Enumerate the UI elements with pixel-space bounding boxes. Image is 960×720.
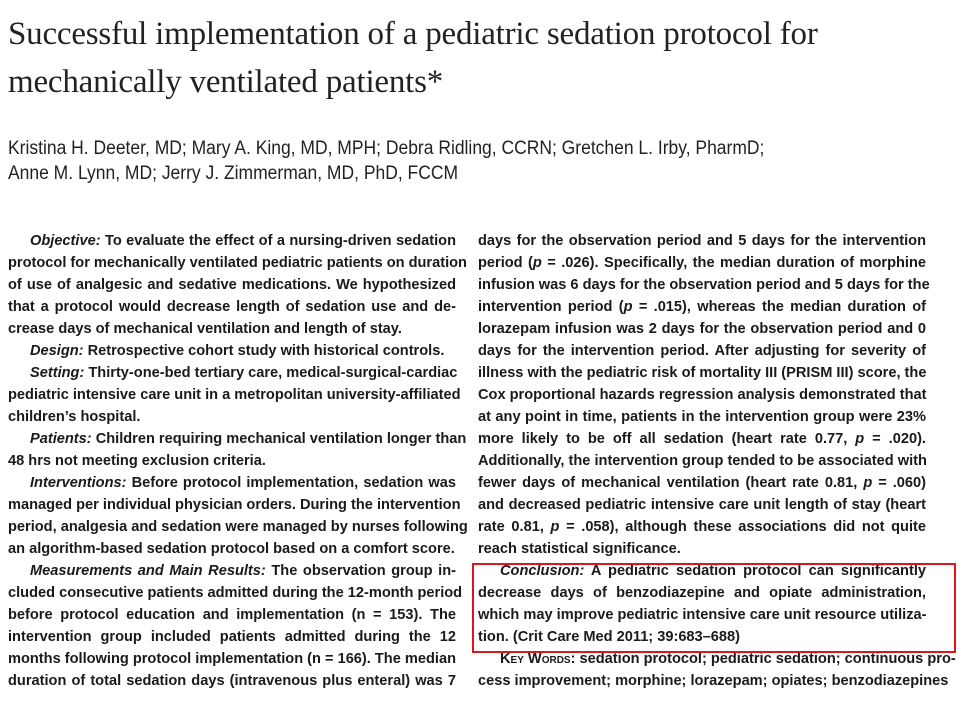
abstract-right-line: decrease days of benzodiazepine and opiate administration,: [478, 585, 926, 601]
title-line-1: Successful implementation of a pediatric sedation protocol for: [8, 16, 818, 52]
abstract-left-line: Design: Retrospective cohort study with historical controls.: [30, 343, 445, 359]
abstract-left-line: period, analgesia and sedation were managed by nurses following: [8, 519, 468, 535]
abstract-left-line: managed per individual physician orders. During the intervention: [8, 497, 461, 513]
abstract-left-line: cluded consecutive patients admitted during the 12-month period: [8, 585, 463, 601]
abstract-right-line: which may improve pediatric intensive care unit resource utiliza-: [478, 607, 927, 623]
title-line-2: mechanically ventilated patients*: [8, 64, 444, 100]
abstract-right-line: illness with the pediatric risk of mortality III (PRISM III) score, the: [478, 365, 927, 381]
abstract-right-line: rate 0.81, p = .058), although these associations did not quite: [478, 519, 927, 535]
paper-title: [8, 10, 948, 106]
abstract-right-line: Additionally, the intervention group tended to be associated with: [478, 453, 927, 469]
abstract-left-line: Setting: Thirty-one-bed tertiary care, medical-surgical-cardiac: [30, 365, 458, 381]
abstract-left-line: that a protocol would decrease length of sedation use and de-: [8, 299, 456, 315]
section-label: Conclusion:: [500, 563, 585, 579]
abstract-right-line: more likely to be off all sedation (heart rate 0.77, p = .020).: [478, 431, 926, 447]
section-label: Setting:: [30, 365, 85, 381]
abstract-left-line: of use of analgesic and sedative medications. We hypothesized: [8, 277, 456, 293]
abstract-left-line: duration of total sedation days (intravenous plus enteral) was 7: [8, 673, 456, 689]
section-label: Interventions:: [30, 475, 127, 491]
abstract-left-line: Patients: Children requiring mechanical ventilation longer than: [30, 431, 467, 447]
abstract-right-line: Cox proportional hazards regression analysis demonstrated that: [478, 387, 927, 403]
abstract-left-line: intervention group included patients admitted during the 12: [8, 629, 456, 645]
abstract-left-line: an algorithm-based sedation protocol based on a comfort score.: [8, 541, 455, 557]
abstract-column-left: [8, 230, 468, 692]
abstract-left-line: pediatric intensive care unit in a metropolitan university-affiliated: [8, 387, 461, 403]
abstract-right-line: infusion was 6 days for the observation period and 5 days for the: [478, 277, 930, 293]
abstract-right-line: days for the observation period and 5 days for the intervention: [478, 233, 926, 249]
abstract-right-line: and decreased pediatric intensive care unit length of stay (heart: [478, 497, 926, 513]
abstract-right-line: Conclusion: A pediatric sedation protocol can significantly: [500, 563, 926, 579]
abstract-left-line: children’s hospital.: [8, 409, 141, 425]
abstract-left-line: before protocol education and implementation (n = 153). The: [8, 607, 456, 623]
section-label: Key Words:: [500, 651, 576, 667]
authors-line-2: Anne M. Lynn, MD; Jerry J. Zimmerman, MD, PhD, FCCM: [8, 163, 459, 184]
section-label: Design:: [30, 343, 84, 359]
abstract-right-line: Key Words: sedation protocol; pediatric sedation; continuous pro-: [500, 651, 956, 667]
authors-line-1: Kristina H. Deeter, MD; Mary A. King, MD, MPH; Debra Ridling, CCRN; Gretchen L. Irby, PharmD;: [8, 138, 765, 159]
abstract-left-line: Objective: To evaluate the effect of a nursing-driven sedation: [30, 233, 456, 249]
section-label: Measurements and Main Results:: [30, 563, 266, 579]
abstract-right-line: lorazepam infusion was 2 days for the observation period and 0: [478, 321, 926, 337]
abstract-right-line: fewer days of mechanical ventilation (heart rate 0.81, p = .060): [478, 475, 926, 491]
abstract-right-line: tion. (Crit Care Med 2011; 39:683–688): [478, 629, 740, 645]
abstract-left-line: protocol for mechanically ventilated pediatric patients on duration: [8, 255, 467, 271]
author-list: [8, 136, 873, 186]
abstract-left-line: Interventions: Before protocol implementation, sedation was: [30, 475, 456, 491]
abstract-right-line: at any point in time, patients in the intervention group were 23%: [478, 409, 926, 425]
abstract-right-line: period (p = .026). Specifically, the median duration of morphine: [478, 255, 926, 271]
abstract-left-line: 48 hrs not meeting exclusion criteria.: [8, 453, 266, 469]
abstract-right-line: intervention period (p = .015), whereas the median duration of: [478, 299, 926, 315]
abstract-left-line: Measurements and Main Results: The observation group in-: [30, 563, 456, 579]
section-label: Objective:: [30, 233, 101, 249]
abstract-left-line: crease days of mechanical ventilation and length of stay.: [8, 321, 402, 337]
section-label: Patients:: [30, 431, 92, 447]
abstract-column-right: [478, 230, 956, 692]
abstract-left-line: months following protocol implementation (n = 166). The median: [8, 651, 456, 667]
abstract-right-line: days for the intervention period. After adjusting for severity of: [478, 343, 926, 359]
abstract-right-line: reach statistical significance.: [478, 541, 681, 557]
abstract-right-line: cess improvement; morphine; lorazepam; opiates; benzodiazepines: [478, 673, 949, 689]
